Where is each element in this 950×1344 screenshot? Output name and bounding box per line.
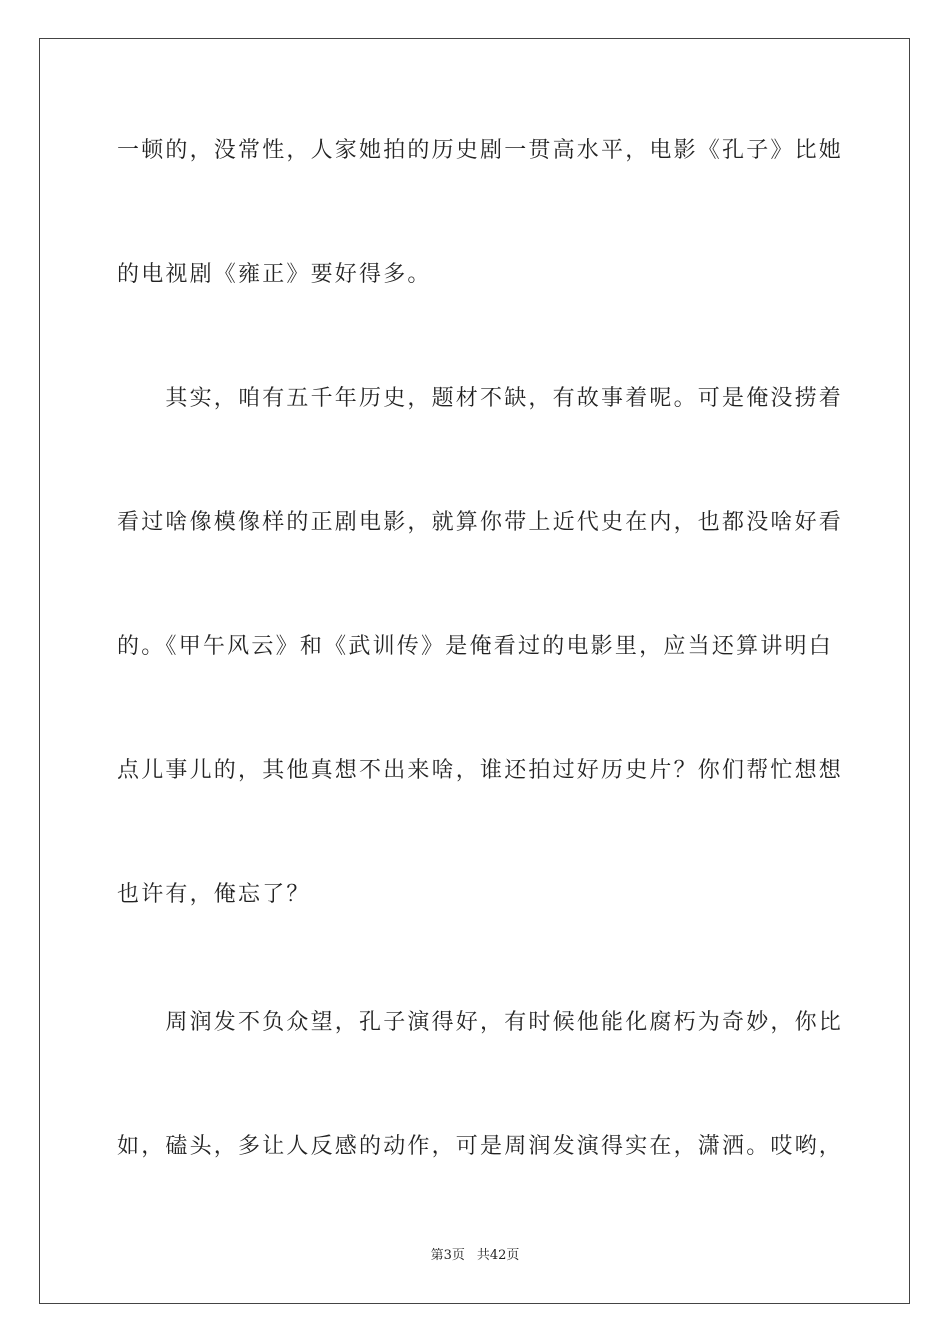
text-line-5: 的。《甲午风云》和《武训传》是俺看过的电影里，应当还算讲明白	[117, 634, 833, 659]
page-footer	[0, 1247, 950, 1265]
text-line-3: 其实，咱有五千年历史，题材不缺，有故事着呢。可是俺没捞着	[117, 386, 844, 411]
text-line-1: 一顿的，没常性，人家她拍的历史剧一贯高水平，电影《孔子》比她	[117, 138, 844, 163]
text-line-9: 如，磕头，多让人反感的动作，可是周润发演得实在，潇洒。哎哟，	[117, 1134, 844, 1159]
text-line-2: 的电视剧《雍正》要好得多。	[117, 262, 432, 287]
total-pages: 共42页	[476, 1248, 520, 1263]
text-line-8: 周润发不负众望，孔子演得好，有时候他能化腐朽为奇妙，你比	[117, 1010, 844, 1035]
text-line-4: 看过啥像模像样的正剧电影，就算你带上近代史在内，也都没啥好看	[117, 510, 844, 535]
text-line-6: 点儿事儿的，其他真想不出来啥，谁还拍过好历史片？你们帮忙想想	[117, 758, 844, 783]
page-border	[39, 38, 910, 1304]
page-number: 第3页	[430, 1248, 465, 1263]
text-line-7: 也许有，俺忘了？	[117, 882, 311, 907]
